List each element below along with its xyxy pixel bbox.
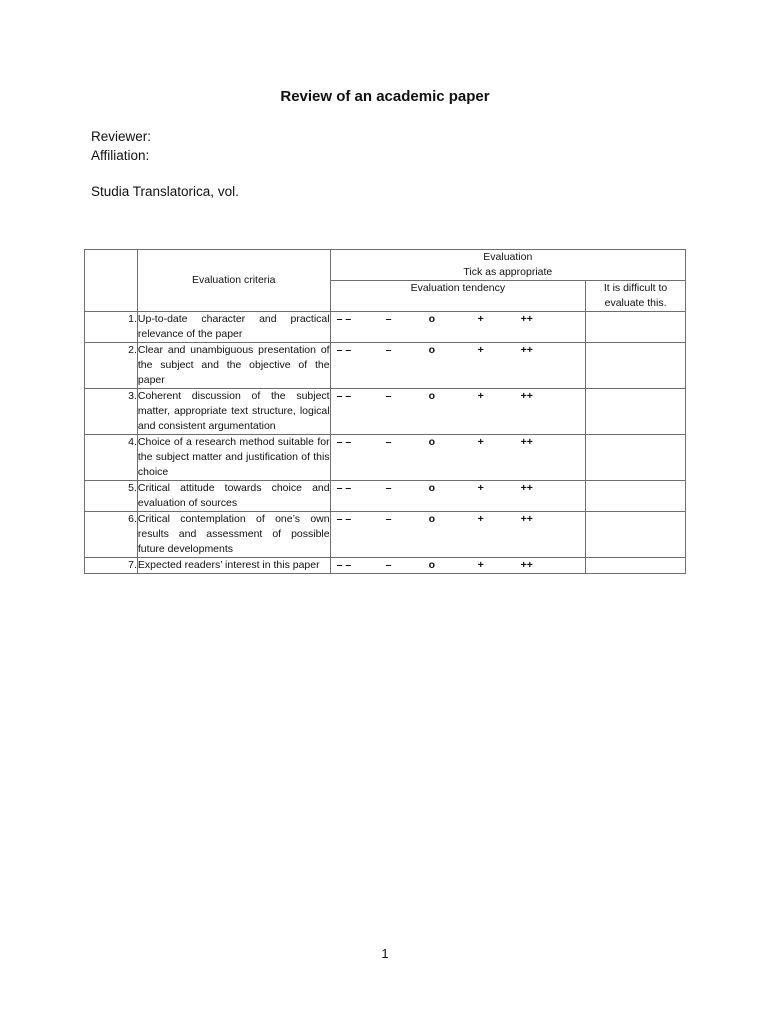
difficult-checkbox-cell[interactable] — [586, 481, 686, 512]
table-row — [85, 558, 686, 574]
tendency-option[interactable]: ++ — [520, 390, 533, 402]
difficult-header: It is difficult to evaluate this. — [586, 281, 686, 312]
reviewer-label: Reviewer: — [91, 129, 152, 144]
criterion-text: Expected readers’ interest in this paper — [137, 558, 330, 574]
tendency-option[interactable]: – – — [336, 344, 352, 356]
table-row — [85, 512, 686, 558]
tendency-option[interactable]: – — [385, 513, 392, 525]
tendency-option[interactable]: – – — [336, 436, 352, 448]
criterion-text: Choice of a research method suitable for the subject matter and justification of this choice — [137, 435, 330, 481]
tendency-option[interactable]: + — [477, 482, 484, 494]
criterion-text: Critical contemplation of one’s own results and assessment of possible future developments — [137, 512, 330, 558]
difficult-checkbox-cell[interactable] — [586, 389, 686, 435]
criterion-text: Up-to-date character and practical relevance of the paper — [137, 312, 330, 343]
tendency-option[interactable]: – – — [336, 313, 352, 325]
evaluation-title: Evaluation — [483, 251, 533, 263]
table-row — [85, 435, 686, 481]
difficult-checkbox-cell[interactable] — [586, 512, 686, 558]
tendency-options — [330, 435, 586, 481]
tendency-options — [330, 512, 586, 558]
tendency-option[interactable]: o — [428, 436, 436, 448]
tendency-option[interactable]: o — [428, 390, 436, 402]
difficult-checkbox-cell[interactable] — [586, 435, 686, 481]
tendency-option[interactable]: – – — [336, 559, 352, 571]
row-number: 3. — [85, 389, 138, 435]
journal-line: Studia Translatorica, vol. — [91, 184, 239, 199]
tendency-option[interactable]: – – — [336, 390, 352, 402]
difficult-checkbox-cell[interactable] — [586, 558, 686, 574]
tendency-option[interactable]: – – — [336, 513, 352, 525]
tendency-option[interactable]: + — [477, 559, 484, 571]
tendency-option[interactable]: – — [385, 559, 392, 571]
table-row — [85, 481, 686, 512]
row-number: 4. — [85, 435, 138, 481]
tendency-option[interactable]: – — [385, 313, 392, 325]
row-number: 5. — [85, 481, 138, 512]
page-number: 1 — [381, 946, 389, 961]
criterion-text: Clear and unambiguous presentation of the subject and the objective of the paper — [137, 343, 330, 389]
tendency-options — [330, 558, 586, 574]
tendency-option[interactable]: – — [385, 482, 392, 494]
tendency-option[interactable]: ++ — [520, 313, 533, 325]
tendency-option[interactable]: o — [428, 344, 436, 356]
tendency-options — [330, 389, 586, 435]
tendency-option[interactable]: + — [477, 344, 484, 356]
evaluation-table — [84, 249, 686, 574]
tendency-option[interactable]: + — [477, 513, 484, 525]
tendency-header: Evaluation tendency — [330, 281, 586, 312]
difficult-checkbox-cell[interactable] — [586, 312, 686, 343]
row-number: 6. — [85, 512, 138, 558]
row-number: 2. — [85, 343, 138, 389]
row-number: 1. — [85, 312, 138, 343]
row-number: 7. — [85, 558, 138, 574]
table-row — [85, 343, 686, 389]
criteria-rows — [85, 312, 686, 574]
tendency-option[interactable]: ++ — [520, 513, 533, 525]
tendency-option[interactable]: + — [477, 390, 484, 402]
tendency-option[interactable]: ++ — [520, 436, 533, 448]
tendency-option[interactable]: – — [385, 344, 392, 356]
difficult-checkbox-cell[interactable] — [586, 343, 686, 389]
tendency-option[interactable]: ++ — [520, 344, 533, 356]
tendency-options — [330, 312, 586, 343]
tendency-option[interactable]: o — [428, 513, 436, 525]
criterion-text: Coherent discussion of the subject matter, appropriate text structure, logical and consistent argumentation — [137, 389, 330, 435]
tendency-option[interactable]: – — [385, 436, 392, 448]
tendency-option[interactable]: o — [428, 559, 436, 571]
tendency-option[interactable]: – — [385, 390, 392, 402]
tendency-option[interactable]: o — [428, 313, 436, 325]
tendency-options — [330, 481, 586, 512]
criterion-text: Critical attitude towards choice and evaluation of sources — [137, 481, 330, 512]
tendency-option[interactable]: o — [428, 482, 436, 494]
criteria-header: Evaluation criteria — [137, 250, 330, 312]
tendency-option[interactable]: ++ — [520, 559, 533, 571]
tendency-option[interactable]: ++ — [520, 482, 533, 494]
tendency-option[interactable]: + — [477, 313, 484, 325]
tendency-option[interactable]: + — [477, 436, 484, 448]
tick-instruction: Tick as appropriate — [463, 266, 553, 278]
table-row — [85, 389, 686, 435]
affiliation-label: Affiliation: — [91, 148, 150, 163]
tendency-option[interactable]: – – — [336, 482, 352, 494]
page-title: Review of an academic paper — [280, 88, 490, 105]
table-row — [85, 312, 686, 343]
number-header-cell — [85, 250, 138, 312]
evaluation-header — [330, 250, 685, 281]
tendency-options — [330, 343, 586, 389]
